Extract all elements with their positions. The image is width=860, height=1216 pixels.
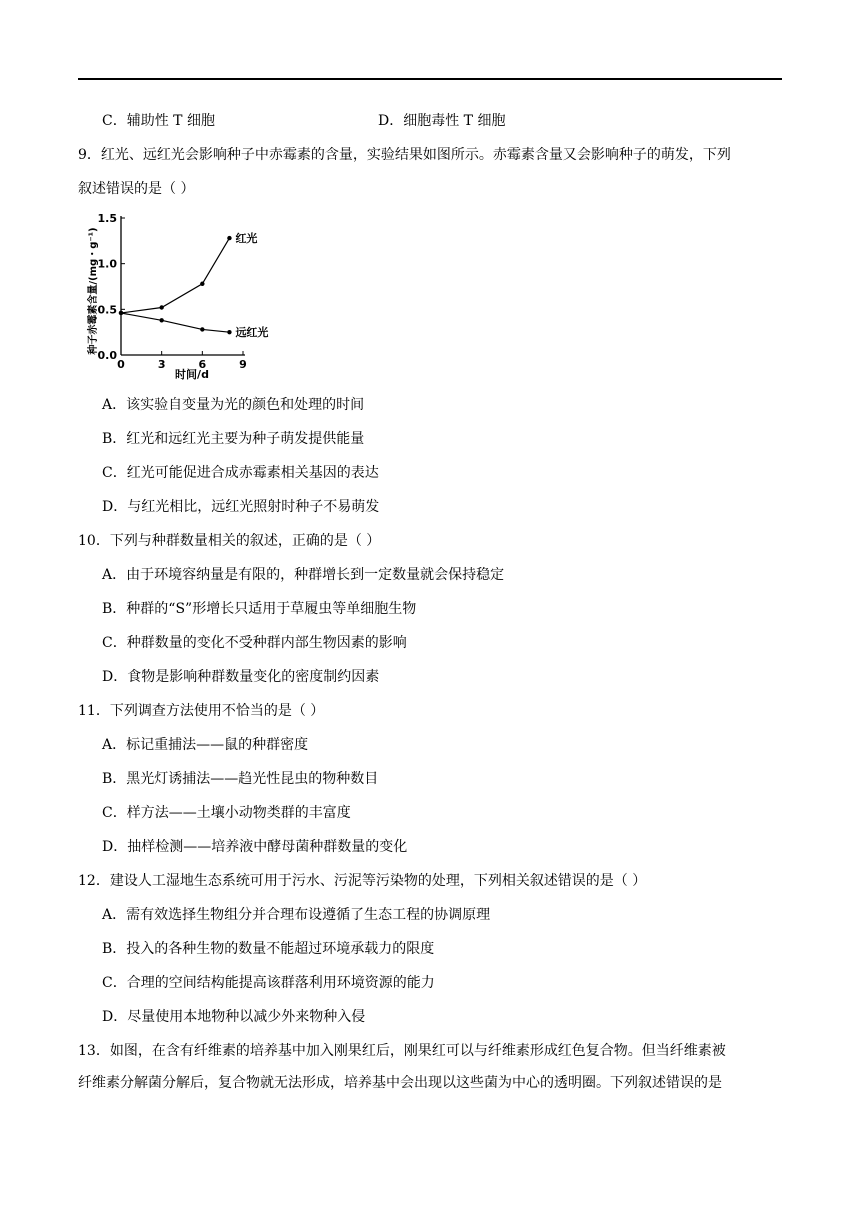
data-point [227,236,231,240]
y-tick-label: 1.5 [97,212,117,225]
q10-option-c: C．种群数量的变化不受种群内部生物因素的影响 [102,635,407,651]
q11-option-a: A．标记重捕法——鼠的种群密度 [102,737,309,753]
gibberellin-chart [84,212,294,384]
chart-ylabel: 种子赤霉素含量/(mg・g⁻¹) [88,227,99,355]
q12-option-a: A．需有效选择生物组分并合理布设遵循了生态工程的协调原理 [102,907,491,923]
q10-option-b: B．种群的“S”形增长只适用于草履虫等单细胞生物 [102,601,417,617]
q10-stem: 10．下列与种群数量相关的叙述，正确的是（ ） [78,533,381,549]
q12-option-b: B．投入的各种生物的数量不能超过环境承载力的限度 [102,941,435,957]
x-tick-label: 0 [117,358,125,371]
y-tick-label: 1.0 [97,257,117,271]
y-tick-label: 0.0 [97,349,117,362]
q8-option-d: D．细胞毒性 T 细胞 [378,113,506,129]
q9-option-b: B．红光和远红光主要为种子萌发提供能量 [102,431,365,447]
q12-option-d: D．尽量使用本地物种以减少外来物种入侵 [102,1009,366,1025]
x-tick-label: 6 [198,358,207,371]
q11-stem: 11．下列调查方法使用不恰当的是（ ） [78,703,325,719]
data-point [200,282,204,286]
q10-option-a: A．由于环境容纳量是有限的，种群增长到一定数量就会保持稳定 [102,567,505,583]
q11-option-d: D．抽样检测——培养液中酵母菌种群数量的变化 [102,839,408,855]
q11-option-c: C．样方法——土壤小动物类群的丰富度 [102,805,351,821]
x-tick-label: 3 [157,358,166,371]
chart-xlabel: 时间/d [175,368,209,381]
series-label: 远红光 [235,326,269,340]
q10-option-d: D．食物是影响种群数量变化的密度制约因素 [102,669,380,685]
data-point [227,330,231,334]
series-line-2 [121,313,229,332]
series-label: 红光 [235,232,258,246]
q11-option-b: B．黑光灯诱捕法——趋光性昆虫的物种数目 [102,771,379,787]
q9-option-c: C．红光可能促进合成赤霉素相关基因的表达 [102,465,379,481]
data-point [119,311,123,315]
data-point [200,327,204,331]
y-tick-label: 0.5 [97,303,117,317]
q12-option-c: C．合理的空间结构能提高该群落利用环境资源的能力 [102,975,435,991]
q12-stem: 12．建设人工湿地生态系统可用于污水、污泥等污染物的处理，下列相关叙述错误的是（ ） [78,873,647,889]
data-point [159,305,163,309]
q9-stem-line1: 9．红光、远红光会影响种子中赤霉素的含量，实验结果如图所示。赤霉素含量又会影响种子的萌发，下列 [78,147,731,163]
data-point [159,318,163,322]
q9-option-a: A．该实验自变量为光的颜色和处理的时间 [102,397,365,413]
q9-stem-line2: 叙述错误的是（ ） [78,181,195,197]
q13-line1: 13．如图，在含有纤维素的培养基中加入刚果红后，刚果红可以与纤维素形成红色复合物。但当纤维素被 [78,1043,726,1059]
series-line-1 [121,238,229,313]
q13-line2: 纤维素分解菌分解后，复合物就无法形成，培养基中会出现以这些菌为中心的透明圈。下列叙述错误的是 [78,1075,722,1091]
header-rule [78,78,782,80]
q9-option-d: D．与红光相比，远红光照射时种子不易萌发 [102,499,380,515]
q8-option-c: C．辅助性 T 细胞 [102,113,215,129]
x-tick-label: 9 [239,358,247,371]
